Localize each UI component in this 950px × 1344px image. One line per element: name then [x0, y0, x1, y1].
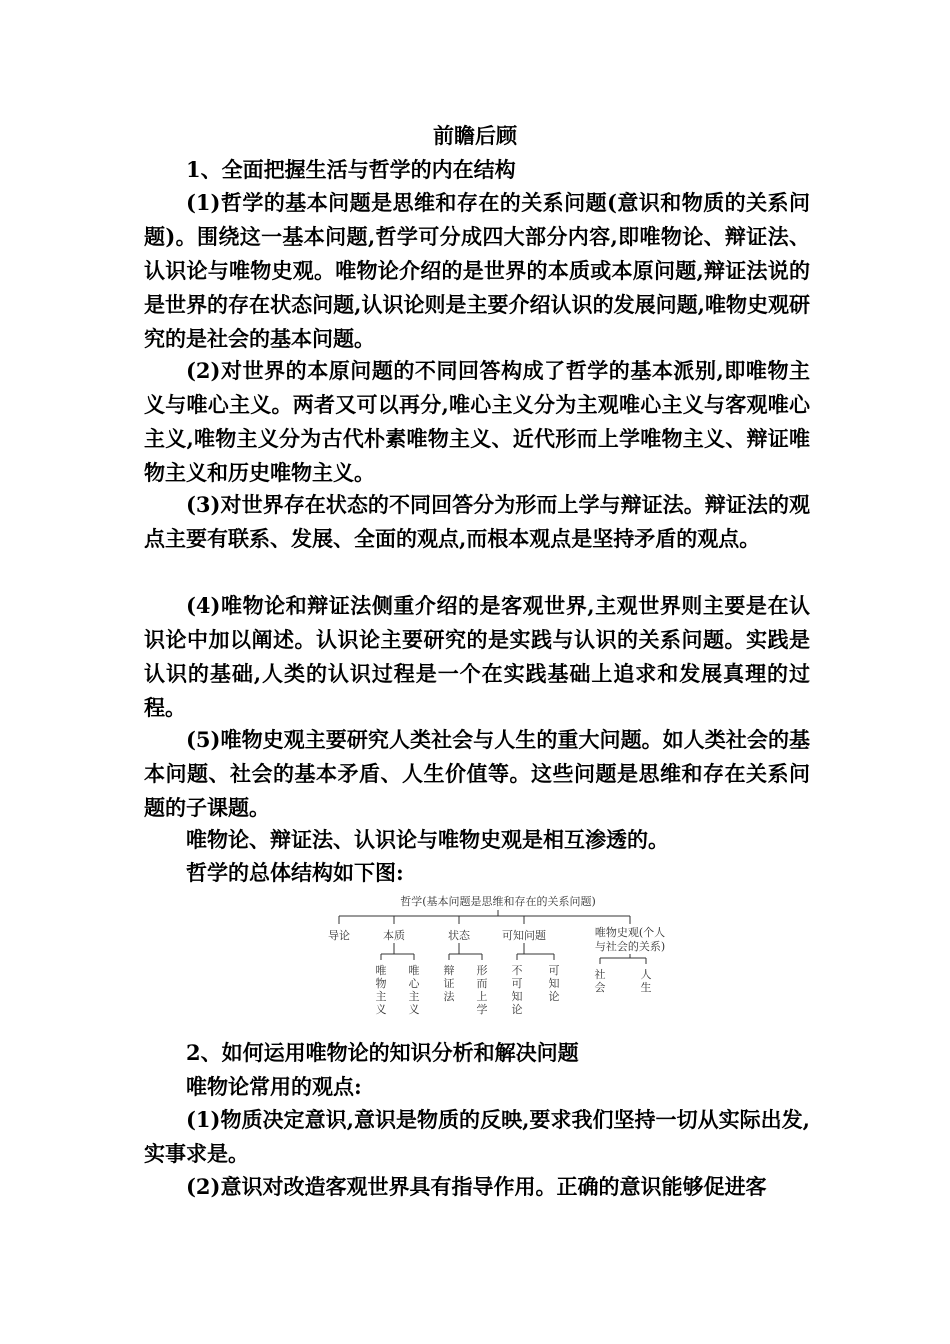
leaf-kezhilun — [549, 964, 560, 1003]
leaf-xingershangxue-text: 形而上学 — [476, 964, 488, 1016]
branch-daolun: 导论 — [328, 929, 350, 942]
paragraph-3: (3)对世界存在状态的不同回答分为形而上学与辩证法。辩证法的观点主要有联系、发展、全面的观点,而根本观点是坚持矛盾的观点。 — [144, 492, 810, 551]
section2-heading: 2、如何运用唯物论的知识分析和解决问题 — [186, 1040, 579, 1065]
paragraph-10: (2)意识对改造客观世界具有指导作用。正确的意识能够促进客 — [186, 1174, 767, 1199]
paragraph-2: (2)对世界的本原问题的不同回答构成了哲学的基本派别,即唯物主义与唯心主义。两者又可以再分,唯心主义分为主观唯心主义与客观唯心主义,唯物主义分为古代朴素唯物主义、近代形而上学唯物主义、辩证唯物主义和历史唯物主义。 — [144, 358, 810, 485]
leaf-weixin-text: 唯心主义 — [408, 964, 420, 1016]
leaf-shehui-text: 社会 — [594, 968, 606, 994]
leaf-weiwu — [376, 963, 387, 1016]
philosophy-structure-diagram — [318, 888, 678, 1028]
branch-benzhi: 本质 — [383, 929, 405, 942]
leaf-xingershangxue — [477, 964, 488, 1016]
page-title: 前瞻后顾 — [433, 123, 517, 148]
section1-heading: 1、全面把握生活与哲学的内在结构 — [186, 157, 516, 182]
branch-shiguan-2: 与社会的关系) — [594, 940, 666, 953]
paragraph-6: 唯物论、辩证法、认识论与唯物史观是相互渗透的。 — [186, 827, 669, 852]
leaf-shehui — [595, 967, 606, 994]
leaf-rensheng — [641, 968, 652, 994]
paragraph-5: (5)唯物史观主要研究人类社会与人生的重大问题。如人类社会的基本问题、社会的基本矛盾、人生价值等。这些问题是思维和存在关系问题的子课题。 — [144, 727, 810, 820]
leaf-weixin — [409, 963, 421, 1016]
diagram-root: 哲学(基本问题是思维和存在的关系问题) — [400, 895, 596, 908]
leaf-weiwu-text: 唯物主义 — [375, 964, 387, 1016]
leaf-bianzhengfa — [444, 964, 456, 1003]
leaf-bukezhilun-text: 不可知论 — [511, 964, 523, 1016]
leaf-bianzhengfa-text: 辩证法 — [443, 964, 455, 1003]
leaf-rensheng-text: 人生 — [640, 968, 652, 994]
paragraph-8: 唯物论常用的观点: — [186, 1074, 362, 1099]
leaf-bukezhilun — [512, 964, 523, 1016]
branch-kezhi: 可知问题 — [502, 929, 546, 942]
paragraph-7: 哲学的总体结构如下图: — [186, 860, 404, 885]
paragraph-1: (1)哲学的基本问题是思维和存在的关系问题(意识和物质的关系问题)。围绕这一基本问题,哲学可分成四大部分内容,即唯物论、辩证法、认识论与唯物史观。唯物论介绍的是世界的本质或本原问题,辩证法说的是世界的存在状态问题,认识论则是主要介绍认识的发展问题,唯物史观研究的是社会的基本问题。 — [144, 190, 810, 351]
branch-zhuangtai: 状态 — [448, 929, 470, 942]
branch-shiguan-1: 唯物史观(个人 — [594, 926, 666, 939]
paragraph-4: (4)唯物论和辩证法侧重介绍的是客观世界,主观世界则主要是在认识论中加以阐述。认识论主要研究的是实践与认识的关系问题。实践是认识的基础,人类的认识过程是一个在实践基础上追求和发展真理的过程。 — [144, 593, 810, 720]
paragraph-9: (1)物质决定意识,意识是物质的反映,要求我们坚持一切从实际出发,实事求是。 — [144, 1107, 810, 1166]
leaf-kezhilun-text: 可知论 — [548, 964, 560, 1003]
